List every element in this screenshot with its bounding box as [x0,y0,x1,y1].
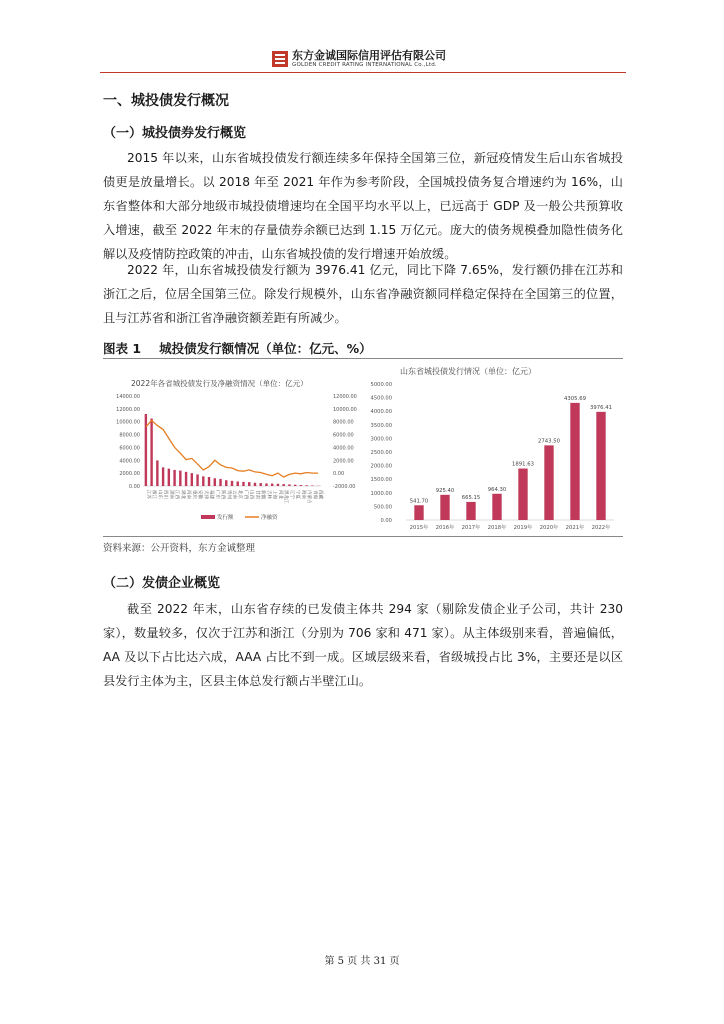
y-left-tick-label: 6000.00 [119,445,140,452]
company-logo-icon [272,51,288,67]
y-tick-label: 2000.00 [370,463,392,470]
annual-issuance-bar [414,505,423,520]
issuance-bar [248,482,250,486]
issuance-bar [179,471,181,486]
x-category-label: 海南 [300,490,306,499]
legend-swatch-issuance [201,515,215,519]
y-tick-label: 500.00 [373,504,392,511]
figure-top-rule [103,358,623,359]
y-tick-label: 0.00 [380,518,392,524]
x-category-label: 2021年 [565,525,585,531]
issuance-bar [173,470,175,486]
x-category-label: 陕西 [220,490,226,499]
x-category-label: 2016年 [435,525,455,531]
y-tick-label: 3500.00 [370,422,392,429]
x-category-label: 安徽 [197,490,203,499]
x-category-label: 2020年 [539,525,559,531]
issuance-bar [196,474,198,486]
paragraph-3: 截至 2022 年末，山东省存续的已发债主体共 294 家（剔除发债企业子公司，共计 230 家），数量较多，仅次于江苏和浙江（分别为 706 家和 471 家）。从主体级别来看，普遍偏低，AA 及以下占比达六成，AAA 占比不到一成。区域层级来看，省级城投占比 3%，主要还是以区县发行主体为主，区县主体总发行额占半壁江山。 [103,602,623,688]
x-category-label: 河南 [185,490,191,499]
x-category-label: 湖北 [179,490,185,499]
annual-issuance-bar [596,412,605,520]
bar-value-label: 541.70 [409,498,429,505]
y-left-tick-label: 12000.00 [116,406,140,413]
subsection-title-1: （一）城投债券发行概览 [103,126,247,141]
x-category-label: 2017年 [461,525,481,531]
x-category-label: 2018年 [487,525,507,531]
issuance-bar [311,485,313,486]
y-tick-label: 4000.00 [370,409,392,416]
bar-value-label: 3976.41 [590,404,612,411]
issuance-bar [294,485,296,486]
x-category-label: 四川 [162,490,168,499]
annual-issuance-bar [466,502,475,520]
header-divider [100,72,626,73]
y-left-tick-label: 14000.00 [116,394,140,400]
issuance-bar [185,472,187,486]
figure-caption: 城投债发行额情况（单位：亿元、%） [159,341,372,356]
issuance-bar [305,485,307,486]
x-category-label: 重庆 [191,490,197,499]
x-category-label: 江西 [174,490,180,499]
annual-issuance-bar [544,445,553,520]
page-header [272,50,446,68]
figure-title [103,339,372,357]
issuance-bar [145,414,147,486]
x-category-label: 山东 [156,490,162,499]
y-left-tick-label: 0.00 [128,484,140,490]
issuance-bar [237,482,239,487]
issuance-bar [156,460,158,486]
issuance-bar [277,484,279,486]
y-right-tick-label: 4000.00 [333,445,354,452]
legend-label-net: 净融资 [261,515,278,521]
y-tick-label: 3000.00 [370,436,392,443]
company-name-cn: 东方金诚国际信用评估有限公司 [292,49,446,62]
issuance-bar [288,484,290,486]
y-tick-label: 4500.00 [370,395,392,402]
chart-title: 山东省城投债发行情况（单位：亿元） [400,367,536,376]
y-left-tick-label: 2000.00 [119,471,140,478]
net-financing-line [146,420,318,477]
provincial-bond-chart [103,362,361,534]
x-category-label: 贵州 [225,490,231,499]
paragraph-1: 2015 年以来，山东省城投债发行额连续多年保持全国第三位，新冠疫情发生后山东省城投债更是放量增长。以 2018 年至 2021 年作为参考阶段，全国城投债务复合增速约为 16%，山东省整体和大部分地级市城投债增速均在全国平均水平以上，已远高于 GDP 及一般公共预算收入增速，截至 2022 年末的存量债券余额已达到 1.15 万亿元。庞大的债务规模叠加隐性债务化解以及疫情防控政策的冲击，山东省城投债的发行增速开始放缓。 [103,151,623,261]
annual-issuance-bar [518,469,527,520]
x-category-label: 青海 [311,490,317,499]
issuance-bar [150,419,152,487]
issuance-bar [242,482,244,486]
y-right-tick-label: -2000.00 [333,484,356,490]
bar-value-label: 665.15 [461,494,481,501]
x-category-label: 2015年 [409,525,429,531]
issuance-bar [208,477,210,486]
y-left-tick-label: 8000.00 [119,432,140,439]
x-category-label: 福建 [208,490,214,499]
issuance-bar [282,484,284,486]
x-category-label: 内蒙古 [306,490,312,504]
x-category-label: 江苏 [145,490,151,499]
x-category-label: 北京 [237,490,243,499]
figure-source: 资料来源：公开资料，东方金诚整理 [103,543,256,554]
y-right-tick-label: 0.00 [333,471,345,478]
x-category-label: 2019年 [513,525,533,531]
y-tick-label: 1000.00 [370,490,392,497]
x-category-label: 西藏 [317,490,323,499]
y-left-tick-label: 10000.00 [116,419,140,426]
x-category-label: 甘肃 [254,490,260,499]
x-category-label: 天津 [202,490,208,499]
bar-value-label: 2743.50 [538,438,560,445]
x-category-label: 广西 [242,490,248,499]
issuance-bar [214,478,216,486]
x-category-label: 山西 [248,490,254,499]
x-category-label: 湖南 [168,490,174,499]
y-right-tick-label: 6000.00 [333,432,354,439]
y-right-tick-label: 10000.00 [333,406,357,413]
shandong-bond-chart [362,362,622,534]
issuance-bar [265,483,267,486]
x-category-label: 2022年 [591,525,611,531]
issuance-bar [168,469,170,486]
y-right-tick-label: 8000.00 [333,419,354,426]
x-category-label: 云南 [231,490,237,499]
x-category-label: 新疆 [260,490,266,499]
annual-issuance-bar [440,495,449,520]
annual-issuance-bar [492,494,501,520]
x-category-label: 上海 [271,490,277,499]
bar-value-label: 964.30 [487,486,507,493]
x-category-label: 宁夏 [294,490,300,499]
figure-bottom-rule [103,536,623,537]
issuance-bar [300,485,302,486]
y-right-tick-label: 12000.00 [333,394,357,400]
bar-value-label: 4305.69 [564,395,586,402]
issuance-bar [162,467,164,486]
subsection-title-2: （二）发债企业概览 [103,576,221,591]
x-category-label: 浙江 [151,490,157,499]
figure-label: 图表 1 [103,341,142,356]
y-tick-label: 5000.00 [370,382,392,388]
paragraph-2: 2022 年，山东省城投债发行额为 3976.41 亿元，同比下降 7.65%，发行额仍排在江苏和浙江之后，位居全国第三位。除发行规模外，山东省净融资额同样稳定保持在全国第三的位置，且与江苏省和浙江省净融资额差距有所减少。 [103,263,623,325]
y-right-tick-label: 2000.00 [333,458,354,465]
annual-issuance-bar [570,403,579,520]
issuance-bar [191,473,193,486]
x-category-label: 黑龙江 [283,490,289,504]
x-category-label: 吉林 [265,490,271,499]
x-category-label: 辽宁 [288,490,294,499]
issuance-bar [202,476,204,486]
section-title: 一、城投债发行概况 [103,93,229,109]
y-left-tick-label: 4000.00 [119,458,140,465]
chart-title: 2022年各省城投债发行及净融资情况（单位：亿元） [131,379,308,388]
issuance-bar [260,483,262,486]
issuance-bar [219,479,221,486]
issuance-bar [271,484,273,486]
issuance-bar [225,480,227,486]
bar-value-label: 925.40 [435,487,455,494]
x-category-label: 广东 [214,490,220,499]
y-tick-label: 2500.00 [370,450,392,456]
legend-label-issuance: 发行额 [217,515,234,521]
page-footer: 第 5 页 共 31 页 [324,956,400,967]
bar-value-label: 1891.63 [512,461,534,468]
x-category-label: 河北 [277,490,283,499]
issuance-bar [254,483,256,486]
company-logo-text [292,50,446,68]
company-name-en: GOLDEN CREDIT RATING INTERNATIONAL Co.,Ltd. [292,62,437,68]
issuance-bar [231,481,233,486]
y-tick-label: 1500.00 [370,477,392,484]
